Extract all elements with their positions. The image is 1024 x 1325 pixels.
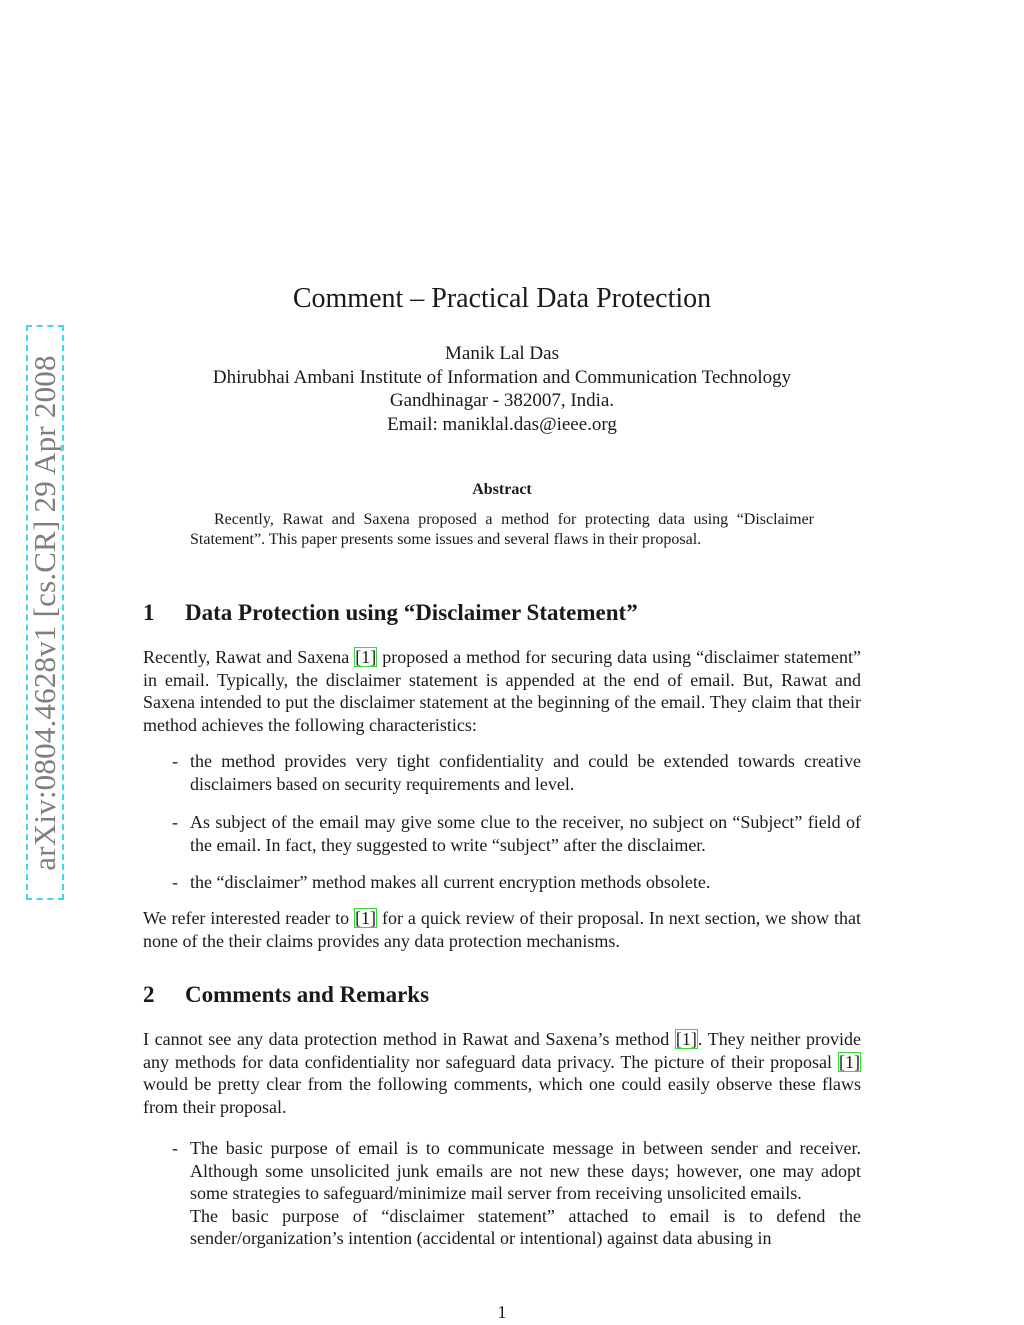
section-1-title: Data Protection using “Disclaimer Statement” <box>185 600 638 625</box>
bullet-dash: - <box>172 812 178 832</box>
paper-title: Comment – Practical Data Protection <box>292 283 712 314</box>
section-2-heading <box>143 982 429 1008</box>
section-1-number: 1 <box>143 600 155 625</box>
abstract-text: Recently, Rawat and Saxena proposed a method for protecting data using “Disclaimer Statement”. This paper presents some issues and several flaws in their proposal. <box>190 511 814 548</box>
citation-link[interactable]: [1] <box>675 1029 697 1049</box>
intro-text-cont: . They neither provide any methods for data confidentiality nor safeguard data privacy. The picture of their proposal <box>143 1029 861 1072</box>
intro-text: I cannot see any data protection method in Rawat and Saxena’s method <box>143 1029 675 1049</box>
intro-text-end: would be pretty clear from the following comments, which one could easily observe these flaws from their proposal. <box>143 1074 861 1117</box>
author-affiliation: Dhirubhai Ambani Institute of Information and Communication Technology <box>212 366 792 388</box>
list-item <box>172 871 861 894</box>
list-item-text: the method provides very tight confidentiality and could be extended towards creative disclaimers based on security requirements and level. <box>190 751 861 794</box>
list-item <box>172 811 861 856</box>
section-2-number: 2 <box>143 982 155 1007</box>
bullet-dash: - <box>172 872 178 892</box>
citation-link[interactable]: [1] <box>355 647 377 667</box>
author-location: Gandhinagar - 382007, India. <box>389 390 615 411</box>
author-name: Manik Lal Das <box>445 343 559 364</box>
section-2-title: Comments and Remarks <box>185 982 430 1007</box>
section-1-intro <box>143 646 861 736</box>
intro-text-cont: proposed a method for securing data using “disclaimer statement” in email. Typically, the disclaimer statement is appended at the end of email. But, Rawat and Saxena intended to put the disclaimer statement at the beginning of the email. They claim that their method achieves the following characteristics: <box>143 647 861 735</box>
outro-text-cont: for a quick review of their proposal. In next section, we show that none of the their claims provides any data protection mechanisms. <box>143 908 861 951</box>
abstract-heading: Abstract <box>472 481 532 498</box>
citation-link[interactable]: [1] <box>355 908 377 928</box>
section-2-intro <box>143 1028 861 1118</box>
author-email: Email: maniklal.das@ieee.org <box>387 413 617 435</box>
page-number: 1 <box>497 1302 507 1322</box>
bullet-dash: - <box>172 1138 178 1158</box>
section-1-heading <box>143 600 638 626</box>
section-1-outro <box>143 907 861 952</box>
arxiv-id: arXiv:0804.4628v1 [cs.CR] 29 Apr 2008 <box>27 354 62 871</box>
list-item <box>172 1137 861 1250</box>
bullet-dash: - <box>172 751 178 771</box>
list-item-text: The basic purpose of email is to communicate message in between sender and receiver. Although some unsolicited junk emails are not new these days; however, one may adopt some strategies to safeguard/minimize mail server from receiving unsolicited emails. <box>190 1138 861 1204</box>
list-item-text: As subject of the email may give some clue to the receiver, no subject on “Subject” field of the email. In fact, they suggested to write “subject” after the disclaimer. <box>190 812 861 855</box>
intro-text: Recently, Rawat and Saxena <box>143 647 355 667</box>
citation-link[interactable]: [1] <box>839 1051 860 1072</box>
list-item-text: the “disclaimer” method makes all current encryption methods obsolete. <box>190 872 711 892</box>
outro-text: We refer interested reader to <box>143 908 355 928</box>
list-item <box>172 750 861 795</box>
list-item-text-cont: The basic purpose of “disclaimer statement” attached to email is to defend the sender/organization’s intention (accidental or intentional) against data abusing in <box>190 1205 861 1249</box>
author-block <box>0 342 1004 436</box>
